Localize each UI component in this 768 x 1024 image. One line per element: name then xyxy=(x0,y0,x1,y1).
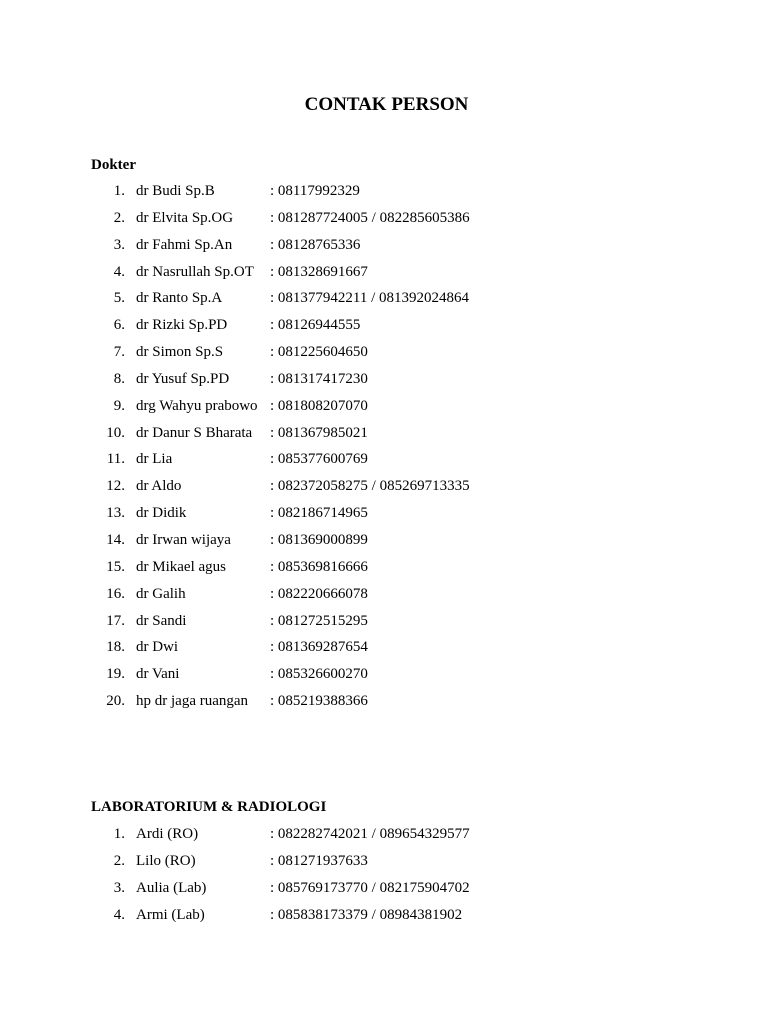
list-item xyxy=(0,181,768,208)
list-item xyxy=(0,584,768,611)
list-item xyxy=(0,664,768,691)
item-number: 2. xyxy=(113,852,125,869)
contact-name: Armi (Lab) xyxy=(136,906,205,923)
list-item xyxy=(0,611,768,638)
contact-name: dr Elvita Sp.OG xyxy=(136,209,234,226)
contact-phone: : 085377600769 xyxy=(270,451,368,468)
list-item xyxy=(0,476,768,503)
list-item xyxy=(0,396,768,423)
contact-phone: : 085219388366 xyxy=(270,693,368,710)
contact-phone: : 08117992329 xyxy=(270,183,360,199)
contact-name: dr Dwi xyxy=(136,639,179,656)
contact-name: dr Didik xyxy=(136,505,187,522)
item-number: 15. xyxy=(106,558,125,575)
list-item xyxy=(0,449,768,476)
lab-radiology-contact-list xyxy=(0,824,768,931)
item-number: 11. xyxy=(106,451,125,468)
contact-name: dr Aldo xyxy=(136,478,182,495)
section-heading-lab-radiology: LABORATORIUM & RADIOLOGI xyxy=(91,799,327,815)
contact-name: dr Nasrullah Sp.OT xyxy=(136,263,254,280)
contact-name: drg Wahyu prabowo xyxy=(136,397,258,414)
contact-phone: : 085769173770 / 082175904702 xyxy=(270,879,470,896)
item-number: 1. xyxy=(113,183,125,199)
contact-name: dr Budi Sp.B xyxy=(136,183,215,199)
contact-name: hp dr jaga ruangan xyxy=(136,693,249,710)
contact-name: dr Vani xyxy=(136,666,180,683)
list-item xyxy=(0,878,768,905)
contact-phone: : 081367985021 xyxy=(270,424,368,441)
list-item xyxy=(0,530,768,557)
list-item xyxy=(0,235,768,262)
contact-phone: : 081808207070 xyxy=(270,397,368,414)
contact-phone: : 081328691667 xyxy=(270,263,368,280)
item-number: 4. xyxy=(113,263,125,280)
contact-name: dr Irwan wijaya xyxy=(136,531,231,548)
contact-name: dr Rizki Sp.PD xyxy=(136,317,228,334)
item-number: 7. xyxy=(113,344,125,361)
contact-name: dr Yusuf Sp.PD xyxy=(136,370,230,387)
list-item xyxy=(0,208,768,235)
list-item xyxy=(0,342,768,369)
item-number: 1. xyxy=(113,826,125,842)
contact-phone: : 08128765336 xyxy=(270,236,361,253)
contact-phone: : 082220666078 xyxy=(270,585,368,602)
contact-phone: : 081369287654 xyxy=(270,639,368,656)
item-number: 10. xyxy=(106,424,125,441)
item-number: 2. xyxy=(113,209,125,226)
doctor-contact-list xyxy=(0,181,768,718)
contact-phone: : 085838173379 / 08984381902 xyxy=(270,906,463,923)
item-number: 14. xyxy=(106,531,125,548)
item-number: 6. xyxy=(113,317,125,334)
item-number: 9. xyxy=(113,397,125,414)
contact-phone: : 085326600270 xyxy=(270,666,368,683)
item-number: 19. xyxy=(106,666,125,683)
list-item xyxy=(0,851,768,878)
contact-name: dr Ranto Sp.A xyxy=(136,290,223,307)
contact-phone: : 081369000899 xyxy=(270,531,368,548)
contact-phone: : 082282742021 / 089654329577 xyxy=(270,826,470,842)
list-item xyxy=(0,905,768,932)
contact-phone: : 085369816666 xyxy=(270,558,368,575)
page-title: CONTAK PERSON xyxy=(304,94,469,115)
contact-phone: : 08126944555 xyxy=(270,317,361,334)
item-number: 13. xyxy=(106,505,125,522)
list-item xyxy=(0,637,768,664)
list-item xyxy=(0,262,768,289)
contact-name: dr Simon Sp.S xyxy=(136,344,224,361)
list-item xyxy=(0,315,768,342)
contact-phone: : 081225604650 xyxy=(270,344,368,361)
list-item xyxy=(0,503,768,530)
item-number: 8. xyxy=(113,370,125,387)
contact-name: dr Sandi xyxy=(136,612,187,629)
item-number: 12. xyxy=(106,478,125,495)
contact-name: dr Fahmi Sp.An xyxy=(136,236,233,253)
contact-name: Aulia (Lab) xyxy=(136,879,207,896)
item-number: 3. xyxy=(113,236,125,253)
list-item xyxy=(0,423,768,450)
contact-phone: : 081317417230 xyxy=(270,370,368,387)
contact-name: dr Galih xyxy=(136,585,186,602)
contact-name: dr Danur S Bharata xyxy=(136,424,253,441)
list-item xyxy=(0,557,768,584)
contact-name: dr Lia xyxy=(136,451,173,468)
contact-phone: : 082186714965 xyxy=(270,505,368,522)
list-item xyxy=(0,824,768,851)
item-number: 5. xyxy=(113,290,125,307)
item-number: 16. xyxy=(106,585,125,602)
list-item xyxy=(0,288,768,315)
list-item xyxy=(0,691,768,718)
item-number: 17. xyxy=(106,612,125,629)
item-number: 20. xyxy=(106,693,125,710)
contact-phone: : 081271937633 xyxy=(270,852,368,869)
contact-phone: : 081287724005 / 082285605386 xyxy=(270,209,470,226)
item-number: 18. xyxy=(106,639,125,656)
section-heading-dokter: Dokter xyxy=(91,157,136,173)
contact-phone: : 081377942211 / 081392024864 xyxy=(270,290,470,307)
item-number: 4. xyxy=(113,906,125,923)
contact-phone: : 082372058275 / 085269713335 xyxy=(270,478,470,495)
list-item xyxy=(0,369,768,396)
contact-name: Ardi (RO) xyxy=(136,826,199,842)
contact-name: dr Mikael agus xyxy=(136,558,226,575)
item-number: 3. xyxy=(113,879,125,896)
contact-name: Lilo (RO) xyxy=(136,852,196,869)
contact-phone: : 081272515295 xyxy=(270,612,368,629)
